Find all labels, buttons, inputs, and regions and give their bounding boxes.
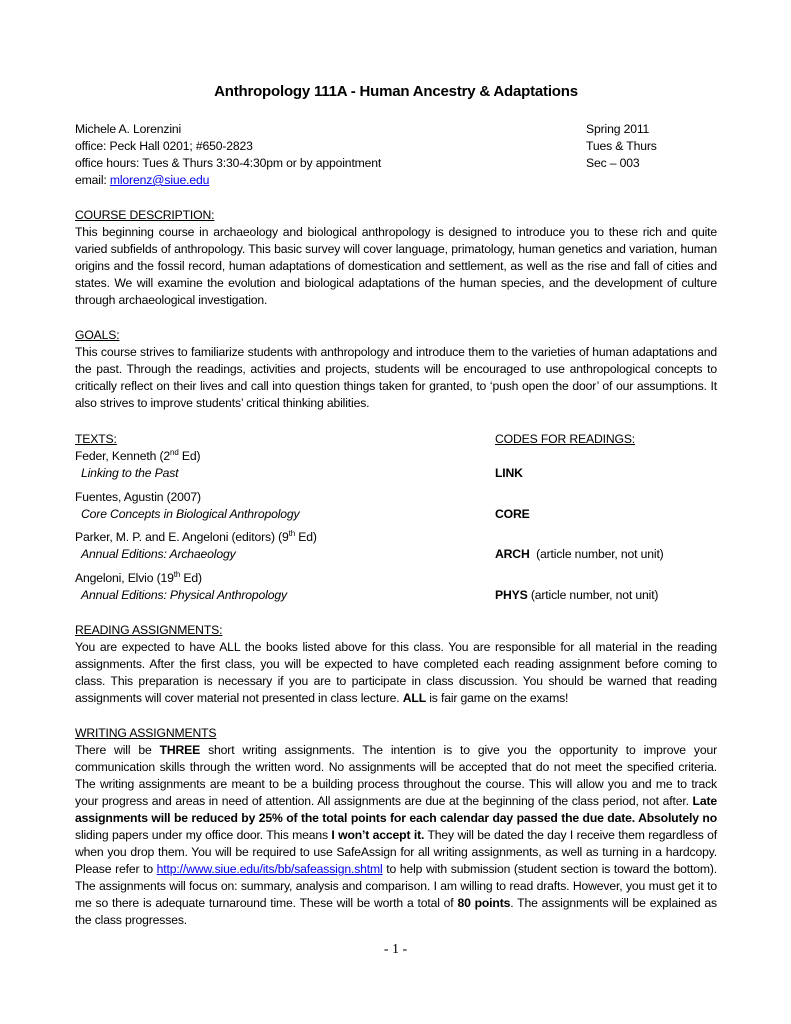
page-number: - 1 - [383, 942, 408, 957]
book-author: Parker, M. P. and E. Angeloni (editors) (9th Ed) [75, 529, 317, 544]
office-hours: office hours: Tues & Thurs 3:30-4:30pm or by appointment [75, 156, 382, 170]
instructor-name: Michele A. Lorenzini [75, 122, 182, 136]
book-author: Feder, Kenneth (2nd Ed) [75, 448, 201, 463]
writing-assignments-heading: WRITING ASSIGNMENTS [75, 726, 217, 740]
email-link[interactable]: mlorenz@siue.edu [109, 173, 210, 187]
writing-assignments-body: There will be THREE short writing assignments. The intention is to give you the opportunity to improve your communication skills through the written word. No assignments will be accepted that do not meet the specified criteria. The writing assignments are meant to be a building process throughout the course. This will allow you and me to track your progress and areas in need of attention. All assignments are due at the beginning of the class period, not after. Late assignments will be reduced by 25% of the total points for each calendar day passed the due date. Absolutely no sliding papers under my office door. This means I won’t accept it. They will be dated the day I receive them regardless of when you drop them. You will be required to use SafeAssign for all writing assignments, as well as turning in a hardcopy. Please refer to http://www.siue.edu/its/bb/safeassign.shtml to help with submission (student section is toward the bottom). The assignments will focus on: summary, analysis and comparison. I am willing to read drafts. However, you must get it to me so there is adequate turnaround time. These will be worth a total of 80 points. The assignments will be explained as the class progresses. [75, 743, 717, 927]
course-description-heading: COURSE DESCRIPTION: [75, 208, 215, 222]
book-entry [75, 448, 717, 489]
course-schedule-info [586, 121, 657, 172]
reading-code: PHYS (article number, not unit) [495, 587, 659, 602]
page-title: Anthropology 111A - Human Ancestry & Adaptations [214, 83, 578, 100]
safeassign-link[interactable]: http://www.siue.edu/its/bb/safeassign.shtml [156, 862, 383, 876]
section-number: Sec – 003 [586, 156, 640, 170]
email-label: email: [75, 173, 110, 187]
days: Tues & Thurs [586, 139, 657, 153]
goals-section [75, 327, 717, 412]
book-title: Annual Editions: Physical Anthropology [81, 587, 287, 602]
office-info: office: Peck Hall 0201; #650-2823 [75, 139, 253, 153]
texts-heading: TEXTS: [75, 432, 117, 446]
reading-code: ARCH (article number, not unit) [495, 547, 664, 561]
writing-assignments-section [75, 725, 717, 929]
book-author: Fuentes, Agustin (2007) [75, 489, 201, 504]
reading-assignments-section [75, 622, 717, 707]
reading-assignments-body: You are expected to have ALL the books listed above for this class. You are responsible for all material in the reading assignments. After the first class, you will be expected to have completed each reading assignment before coming to class. This preparation is necessary if you are to participate in class discussion. You should be warned that reading assignments will cover material not presented in class lecture. ALL is fair game on the exams! [75, 640, 717, 705]
reading-assignments-heading: READING ASSIGNMENTS: [75, 623, 223, 637]
term: Spring 2011 [586, 122, 650, 136]
book-title: Core Concepts in Biological Anthropology [81, 506, 300, 521]
book-author: Angeloni, Elvio (19th Ed) [75, 569, 202, 585]
book-entry [75, 489, 717, 530]
course-description-body: This beginning course in archaeology and biological anthropology is designed to introduce you to these rich and quite varied subfields of anthropology. This basic survey will cover language, primatology, human genetics and variation, human origins and the fossil record, human adaptations of domestication and settlement, as well as the rise and fall of cities and states. We will examine the evolution and biological adaptations of the human species, and the development of culture through archaeological investigation. [75, 225, 717, 307]
codes-heading: CODES FOR READINGS: [495, 432, 636, 446]
book-title: Annual Editions: Archaeology [81, 547, 236, 561]
book-title: Linking to the Past [81, 466, 179, 480]
book-entry [75, 570, 717, 611]
reading-code: LINK [495, 466, 523, 480]
reading-code: CORE [495, 506, 530, 521]
texts-section [75, 431, 717, 610]
goals-body: This course strives to familiarize students with anthropology and introduce them to the varieties of human adaptations and the past. Through the readings, activities and projects, students will be encouraged to use anthropological concepts to critically reflect on their lives and call into question things taken for granted, to ‘push open the door’ of our assumptions. It also strives to improve students’ critical thinking abilities. [75, 345, 717, 410]
email-line [75, 172, 381, 189]
goals-heading: GOALS: [75, 328, 120, 342]
instructor-info [75, 121, 381, 189]
book-entry [75, 529, 717, 570]
course-description-section [75, 207, 717, 309]
